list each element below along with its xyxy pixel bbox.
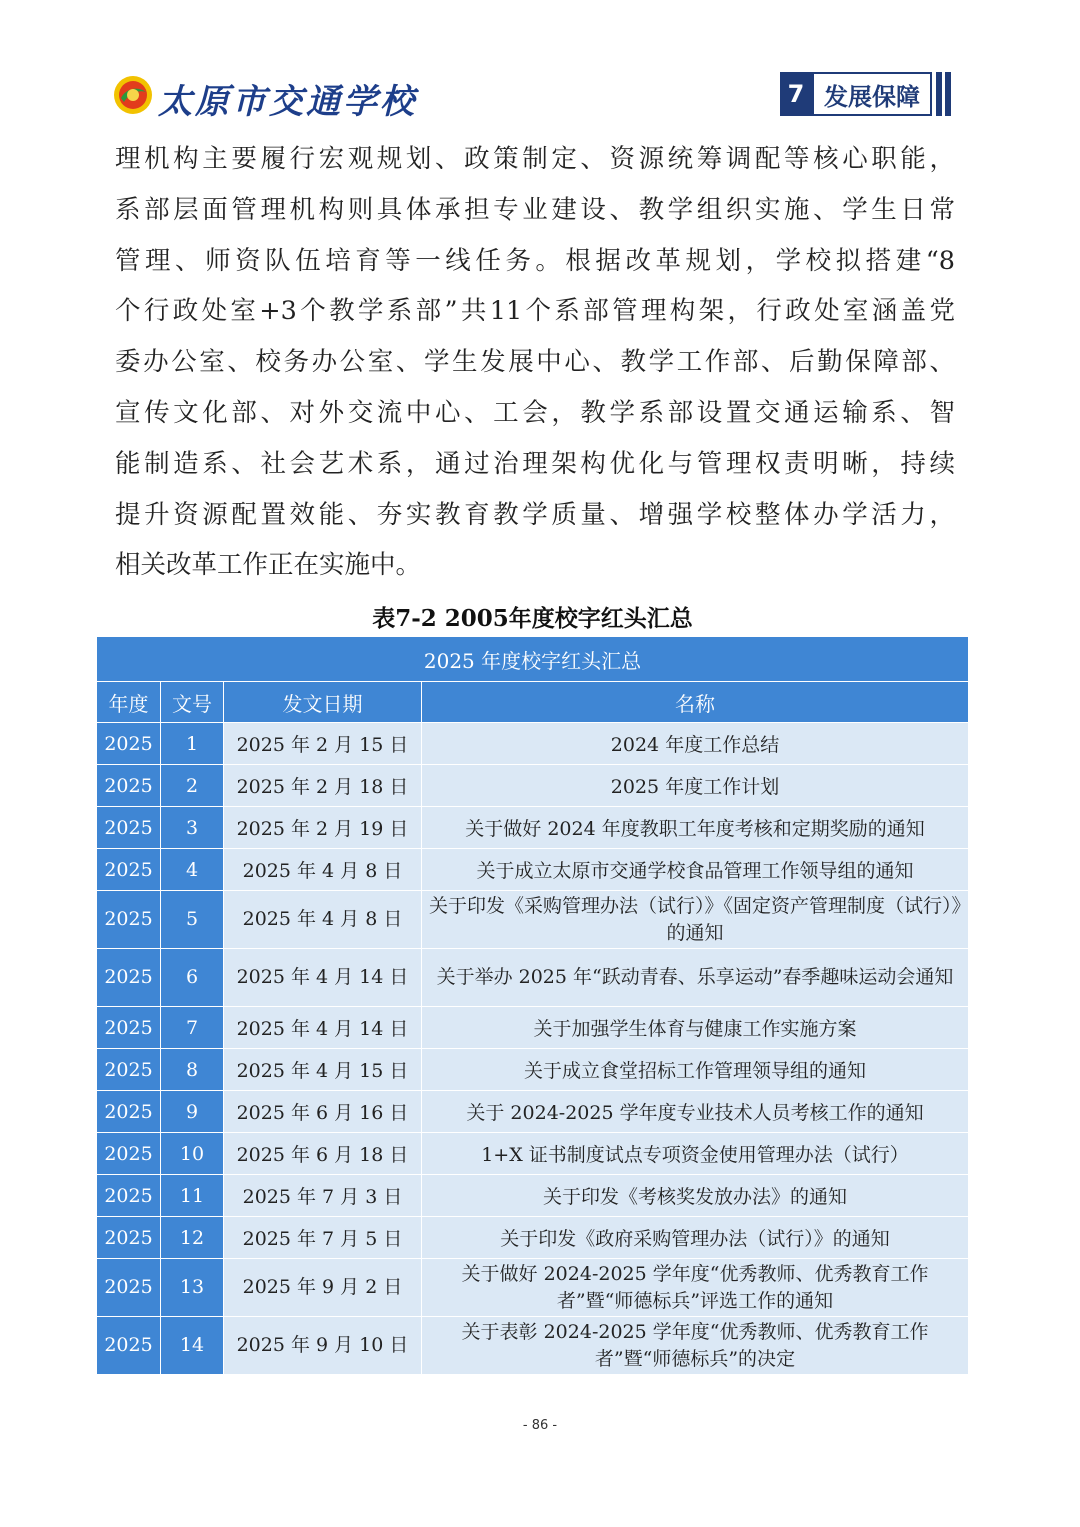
cell-number: 6 <box>161 949 224 1007</box>
cell-title: 关于 2024-2025 学年度专业技术人员考核工作的通知 <box>422 1091 969 1133</box>
cell-number: 9 <box>161 1091 224 1133</box>
cell-year: 2025 <box>97 1049 161 1091</box>
column-header-number: 文号 <box>161 682 224 723</box>
cell-title: 关于印发《考核奖发放办法》的通知 <box>422 1175 969 1217</box>
school-name: 太原市交通学校 <box>158 82 417 122</box>
cell-number: 7 <box>161 1007 224 1049</box>
cell-year: 2025 <box>97 1317 161 1375</box>
documents-table <box>96 636 969 1375</box>
table-row <box>97 1133 969 1175</box>
chapter-badge <box>780 72 951 116</box>
cell-number: 5 <box>161 891 224 949</box>
cell-year: 2025 <box>97 849 161 891</box>
column-header-year: 年度 <box>97 682 161 723</box>
paragraph-line: 理机构主要履行宏观规划、政策制定、资源统筹调配等核心职能， <box>115 144 955 174</box>
paragraph-line: 委办公室、校务办公室、学生发展中心、教学工作部、后勤保障部、 <box>115 347 955 378</box>
table-row <box>97 891 969 949</box>
table-row <box>97 1091 969 1133</box>
cell-title: 关于表彰 2024-2025 学年度“优秀教师、优秀教育工作者”暨“师德标兵”的决定 <box>422 1317 969 1375</box>
cell-year: 2025 <box>97 1091 161 1133</box>
body-paragraph <box>115 134 955 591</box>
cell-title: 关于成立太原市交通学校食品管理工作领导组的通知 <box>422 849 969 891</box>
cell-title: 关于举办 2025 年“跃动青春、乐享运动”春季趣味运动会通知 <box>422 949 969 1007</box>
table-row <box>97 849 969 891</box>
table-row <box>97 807 969 849</box>
paragraph-line: 能制造系、社会艺术系，通过治理架构优化与管理权责明晰，持续 <box>115 448 955 479</box>
paragraph-line: 相关改革工作正在实施中。 <box>115 550 422 581</box>
cell-date: 2025 年 4 月 15 日 <box>224 1049 422 1091</box>
table-caption: 表7-2 2005年度校字红头汇总 <box>372 605 693 632</box>
cell-year: 2025 <box>97 949 161 1007</box>
cell-number: 4 <box>161 849 224 891</box>
chapter-number: 7 <box>780 72 812 116</box>
page-header <box>0 0 1080 130</box>
cell-date: 2025 年 6 月 16 日 <box>224 1091 422 1133</box>
cell-title: 关于印发《采购管理办法（试行）》《固定资产管理制度（试行）》的通知 <box>422 891 969 949</box>
cell-date: 2025 年 2 月 15 日 <box>224 723 422 765</box>
cell-title: 关于成立食堂招标工作管理领导组的通知 <box>422 1049 969 1091</box>
page-number: - 86 - <box>522 1418 558 1433</box>
cell-number: 12 <box>161 1217 224 1259</box>
chapter-bar-decoration <box>936 72 942 116</box>
cell-date: 2025 年 7 月 5 日 <box>224 1217 422 1259</box>
cell-date: 2025 年 9 月 2 日 <box>224 1259 422 1317</box>
cell-date: 2025 年 4 月 14 日 <box>224 1007 422 1049</box>
table-row <box>97 1317 969 1375</box>
cell-number: 10 <box>161 1133 224 1175</box>
cell-year: 2025 <box>97 765 161 807</box>
chapter-title: 发展保障 <box>812 72 932 116</box>
cell-number: 1 <box>161 723 224 765</box>
cell-title: 关于加强学生体育与健康工作实施方案 <box>422 1007 969 1049</box>
table-row <box>97 1217 969 1259</box>
cell-date: 2025 年 7 月 3 日 <box>224 1175 422 1217</box>
cell-number: 8 <box>161 1049 224 1091</box>
cell-title: 2024 年度工作总结 <box>422 723 969 765</box>
paragraph-line: 宣传文化部、对外交流中心、工会，教学系部设置交通运输系、智 <box>115 397 955 428</box>
cell-year: 2025 <box>97 1217 161 1259</box>
table-row <box>97 1175 969 1217</box>
cell-date: 2025 年 2 月 19 日 <box>224 807 422 849</box>
cell-number: 13 <box>161 1259 224 1317</box>
cell-title: 关于印发《政府采购管理办法（试行）》的通知 <box>422 1217 969 1259</box>
paragraph-line: 管理、师资队伍培育等一线任务。根据改革规划，学校拟搭建“8 <box>115 245 955 276</box>
cell-date: 2025 年 4 月 8 日 <box>224 891 422 949</box>
cell-date: 2025 年 4 月 8 日 <box>224 849 422 891</box>
cell-year: 2025 <box>97 891 161 949</box>
table-row <box>97 723 969 765</box>
cell-title: 1+X 证书制度试点专项资金使用管理办法（试行） <box>422 1133 969 1175</box>
cell-title: 关于做好 2024-2025 学年度“优秀教师、优秀教育工作者”暨“师德标兵”评选工作的通知 <box>422 1259 969 1317</box>
table-row <box>97 765 969 807</box>
cell-year: 2025 <box>97 723 161 765</box>
table-row <box>97 1259 969 1317</box>
cell-year: 2025 <box>97 807 161 849</box>
column-header-date: 发文日期 <box>224 682 422 723</box>
cell-date: 2025 年 6 月 18 日 <box>224 1133 422 1175</box>
table-row <box>97 1049 969 1091</box>
cell-date: 2025 年 2 月 18 日 <box>224 765 422 807</box>
cell-date: 2025 年 9 月 10 日 <box>224 1317 422 1375</box>
school-logo-icon <box>112 74 154 116</box>
cell-number: 11 <box>161 1175 224 1217</box>
cell-year: 2025 <box>97 1175 161 1217</box>
table-row <box>97 949 969 1007</box>
table-row <box>97 1007 969 1049</box>
cell-title: 关于做好 2024 年度教职工年度考核和定期奖励的通知 <box>422 807 969 849</box>
chapter-bar-decoration <box>945 72 951 116</box>
cell-number: 2 <box>161 765 224 807</box>
column-header-title: 名称 <box>422 682 969 723</box>
cell-year: 2025 <box>97 1259 161 1317</box>
paragraph-line: 个行政处室+3个教学系部”共11个系部管理构架，行政处室涵盖党 <box>115 296 955 327</box>
cell-number: 14 <box>161 1317 224 1375</box>
paragraph-line: 提升资源配置效能、夯实教育教学质量、增强学校整体办学活力， <box>115 499 955 530</box>
cell-year: 2025 <box>97 1133 161 1175</box>
cell-date: 2025 年 4 月 14 日 <box>224 949 422 1007</box>
cell-title: 2025 年度工作计划 <box>422 765 969 807</box>
cell-year: 2025 <box>97 1007 161 1049</box>
cell-number: 3 <box>161 807 224 849</box>
table-title: 2025 年度校字红头汇总 <box>97 637 969 682</box>
paragraph-line: 系部层面管理机构则具体承担专业建设、教学组织实施、学生日常 <box>115 194 955 225</box>
